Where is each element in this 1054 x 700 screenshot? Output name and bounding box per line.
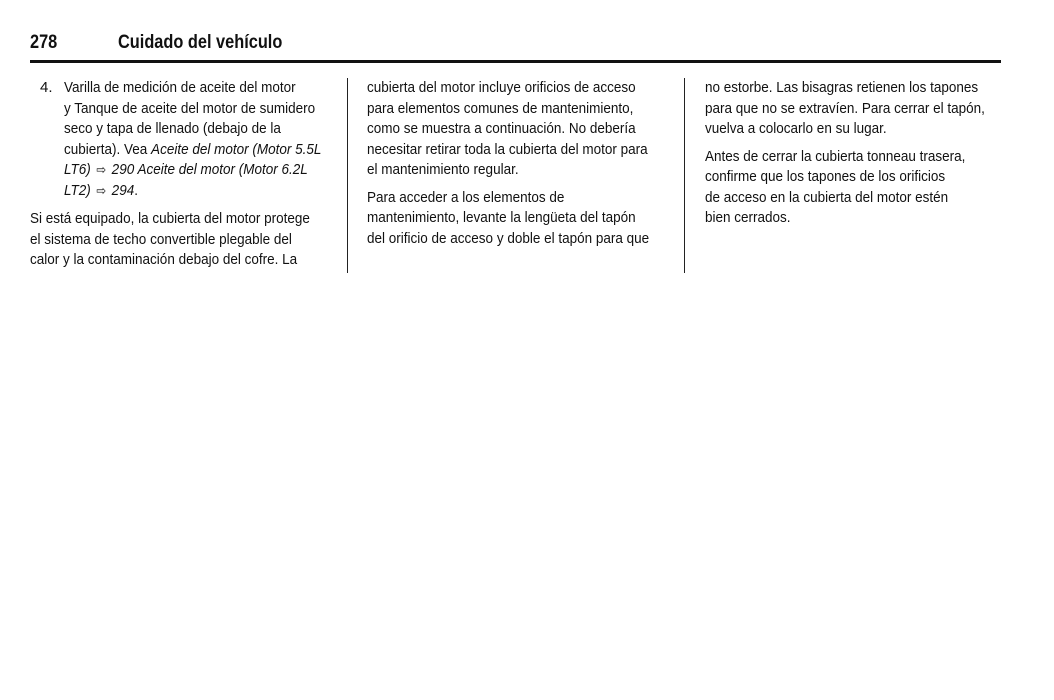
paragraph-line: no estorbe. Las bisagras retienen los tapones xyxy=(705,79,979,96)
see-text: cubierta). Vea xyxy=(64,140,152,158)
paragraph-access-instructions xyxy=(367,188,672,250)
text-column-1 xyxy=(30,78,335,278)
list-item-line-5 xyxy=(64,160,308,181)
cross-reference-link-title-1[interactable]: Aceite del motor (Motor 5.5L xyxy=(151,140,322,158)
paragraph-line: el sistema de techo convertible plegable del xyxy=(30,230,292,248)
paragraph-hinges xyxy=(705,78,1005,140)
paragraph-line: de acceso en la cubierta del motor estén xyxy=(705,188,949,206)
paragraph-line: cubierta del motor incluye orificios de acceso xyxy=(367,79,636,96)
paragraph-tonneau-cover xyxy=(705,147,1005,229)
column-divider xyxy=(347,78,348,273)
paragraph-line: confirme que los tapones de los orificios xyxy=(705,168,946,185)
cross-reference-link-title-1-end[interactable]: LT6) xyxy=(64,161,91,178)
cross-reference-link-2[interactable]: 290 Aceite del motor (Motor 6.2L xyxy=(111,161,308,178)
column-divider xyxy=(684,78,685,273)
paragraph-line: como se muestra a continuación. No debería xyxy=(367,120,636,137)
paragraph-line: el mantenimiento regular. xyxy=(367,161,519,178)
paragraph-line: Si está equipado, la cubierta del motor protege xyxy=(30,210,310,227)
paragraph-line: para que no se extravíen. Para cerrar el tapón, xyxy=(705,99,985,117)
period: . xyxy=(134,181,138,199)
list-item-line-1: Varilla de medición de aceite del motor xyxy=(64,79,296,96)
list-item-4 xyxy=(30,78,335,201)
page-number: 278 xyxy=(30,32,58,53)
list-item-line-4 xyxy=(64,140,322,161)
cross-reference-link-2-end[interactable]: LT2) xyxy=(64,181,91,199)
paragraph-line: Antes de cerrar la cubierta tonneau trasera, xyxy=(705,147,966,165)
list-item-line-3: seco y tapa de llenado (debajo de la xyxy=(64,120,281,137)
paragraph-line: mantenimiento, levante la lengüeta del tapón xyxy=(367,209,636,226)
paragraph-access-holes xyxy=(367,78,672,181)
page-reference-arrow-icon: ⇨ xyxy=(96,162,107,177)
paragraph-line: Para acceder a los elementos de xyxy=(367,188,565,206)
paragraph-line: necesitar retirar toda la cubierta del motor para xyxy=(367,140,648,158)
text-column-3 xyxy=(705,78,1005,236)
paragraph-line: bien cerrados. xyxy=(705,209,791,226)
paragraph-line: del orificio de acceso y doble el tapón para que xyxy=(367,229,650,247)
paragraph-line: para elementos comunes de mantenimiento, xyxy=(367,99,634,117)
list-item-line-6 xyxy=(64,181,308,202)
page-header xyxy=(30,30,1001,63)
list-item-line-2: y Tanque de aceite del motor de sumidero xyxy=(64,99,316,117)
section-title: Cuidado del vehículo xyxy=(118,32,283,53)
paragraph-line: calor y la contaminación debajo del cofre. La xyxy=(30,251,298,268)
text-column-2 xyxy=(367,78,672,256)
cross-reference-page-294[interactable]: 294 xyxy=(111,181,135,199)
paragraph-engine-cover xyxy=(30,209,335,271)
list-marker: 4. xyxy=(40,79,53,96)
paragraph-line: vuelva a colocarlo en su lugar. xyxy=(705,120,887,137)
page-reference-arrow-icon: ⇨ xyxy=(96,182,107,198)
